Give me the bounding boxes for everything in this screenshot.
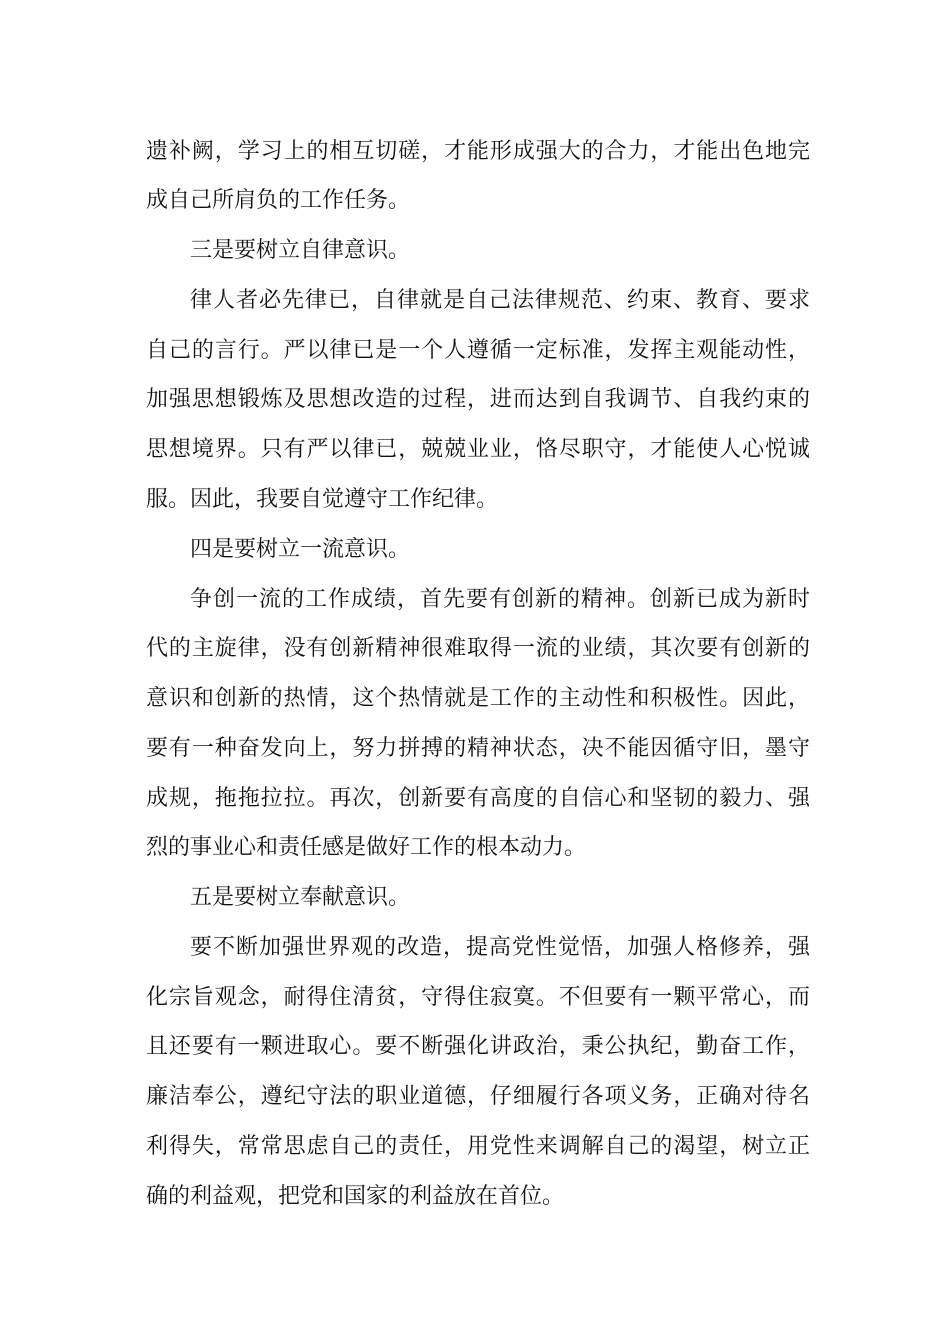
body-text-line: 遗补阙，学习上的相互切磋，才能形成强大的合力，才能出色地完 bbox=[146, 139, 810, 164]
body-text-line: 化宗旨观念，耐得住清贫，守得住寂寞。不但要有一颗平常心，而 bbox=[146, 985, 810, 1010]
body-text-line: 要有一种奋发向上，努力拼搏的精神状态，决不能因循守旧，墨守 bbox=[146, 736, 810, 761]
body-text-line: 成规，拖拖拉拉。再次，创新要有高度的自信心和坚韧的毅力、强 bbox=[146, 786, 810, 811]
section-heading-self-discipline: 三是要树立自律意识。 bbox=[190, 238, 411, 263]
body-text-line: 烈的事业心和责任感是做好工作的根本动力。 bbox=[146, 835, 587, 860]
body-text-line: 服。因此，我要自觉遵守工作纪律。 bbox=[146, 487, 499, 512]
body-text-line: 思想境界。只有严以律已，兢兢业业，恪尽职守，才能使人心悦诚 bbox=[146, 437, 810, 462]
body-text-line: 确的利益观，把党和国家的利益放在首位。 bbox=[146, 1184, 565, 1209]
body-text-line: 成自己所肩负的工作任务。 bbox=[146, 188, 411, 213]
body-text-line: 意识和创新的热情，这个热情就是工作的主动性和积极性。因此， bbox=[146, 686, 810, 711]
body-text-line: 且还要有一颗进取心。要不断强化讲政治，秉公执纪，勤奋工作， bbox=[146, 1034, 810, 1059]
body-text-line: 加强思想锻炼及思想改造的过程，进而达到自我调节、自我约束的 bbox=[146, 387, 810, 412]
body-text-line: 自己的言行。严以律已是一个人遵循一定标准，发挥主观能动性， bbox=[146, 338, 810, 363]
body-text-line: 争创一流的工作成绩，首先要有创新的精神。创新已成为新时 bbox=[190, 587, 810, 612]
body-text-line: 利得失，常常思虑自己的责任，用党性来调解自己的渴望，树立正 bbox=[146, 1134, 810, 1159]
body-text-line: 代的主旋律，没有创新精神很难取得一流的业绩，其次要有创新的 bbox=[146, 636, 810, 661]
body-text-line: 廉洁奉公，遵纪守法的职业道德，仔细履行各项义务，正确对待名 bbox=[146, 1084, 810, 1109]
section-heading-first-class: 四是要树立一流意识。 bbox=[190, 537, 411, 562]
body-text-line: 要不断加强世界观的改造，提高党性觉悟，加强人格修养，强 bbox=[190, 935, 810, 960]
section-heading-dedication: 五是要树立奉献意识。 bbox=[190, 885, 411, 910]
body-text-line: 律人者必先律已，自律就是自己法律规范、约束、教育、要求 bbox=[190, 288, 810, 313]
